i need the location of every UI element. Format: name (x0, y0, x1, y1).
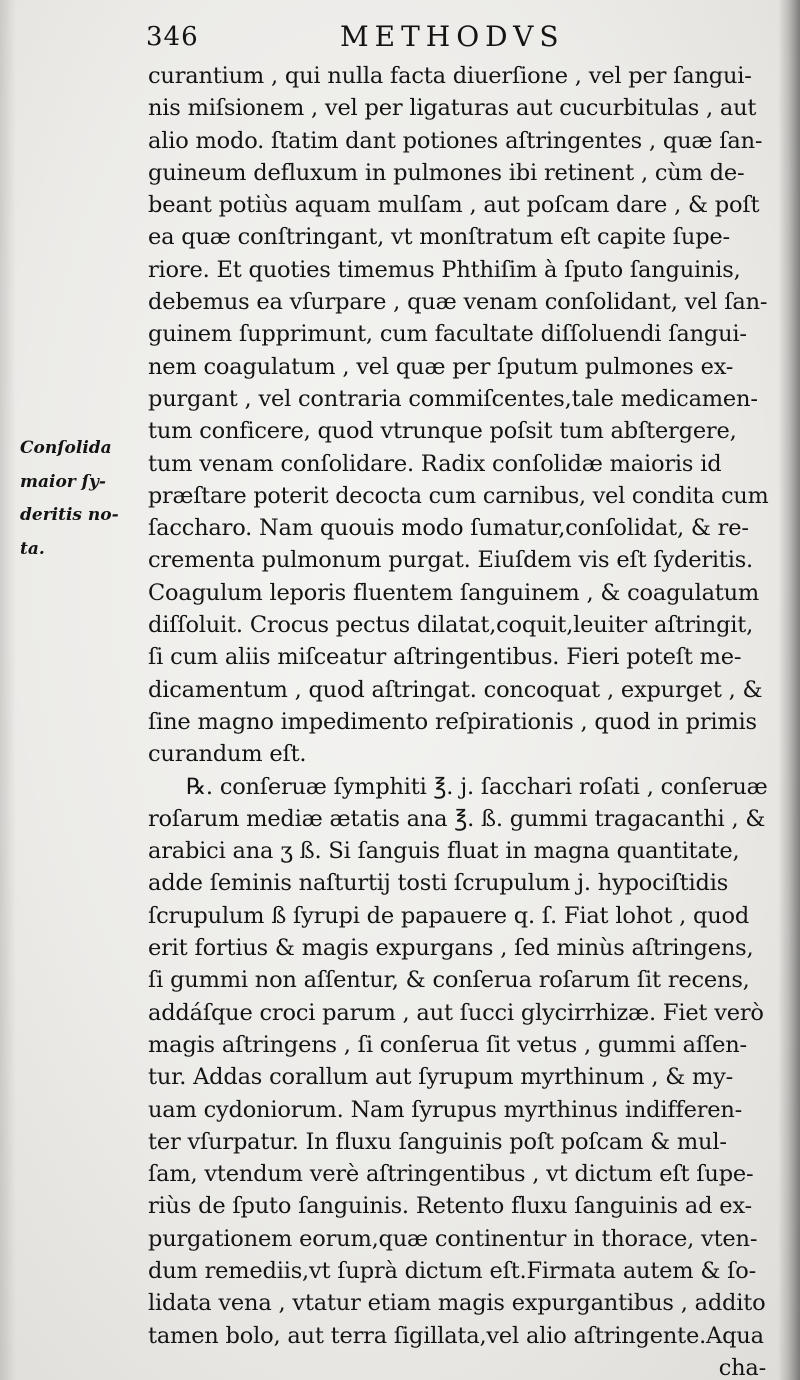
text-line: guineum defluxum in pulmones ibi retinent , cùm de- (148, 159, 745, 186)
text-line: uam cydoniorum. Nam ſyrupus myrthinus indifferen- (148, 1096, 743, 1123)
text-line: nis miſsionem , vel per ligaturas aut cucurbitulas , aut (148, 95, 757, 122)
text-line: tum venam conſolidare. Radix conſolidæ maioris id (148, 450, 722, 477)
text-line: beant potiùs aquam mulſam , aut poſcam dare , & poſt (148, 192, 760, 219)
text-line: dum remediis,vt ſuprà dictum eſt.Firmata autem & ſo- (148, 1257, 757, 1284)
text-line: debemus ea vſurpare , quæ venam conſolidant, vel ſan- (148, 289, 768, 316)
text-line: crementa pulmonum purgat. Eiuſdem vis eſt ſyderitis. (148, 547, 754, 574)
text-line: curandum eſt. (148, 741, 307, 768)
text-line: adde ſeminis naſturtij tosti ſcrupulum j. hypociſtidis (148, 870, 729, 897)
text-line: ſi cum aliis miſceatur aſtringentibus. Fieri poteſt me- (148, 644, 742, 671)
text-line: tur. Addas corallum aut ſyrupum myrthinum , & my- (148, 1064, 734, 1091)
page-header (0, 16, 800, 56)
text-line: tum conficere, quod vtrunque poſsit tum abſtergere, (148, 418, 737, 445)
margin-note-line: maior ſy- (20, 471, 106, 492)
text-line: ſaccharo. Nam quouis modo ſumatur,conſolidat, & re- (148, 515, 749, 542)
page-left-shadow (0, 0, 16, 1380)
margin-note-line: ta. (20, 538, 45, 559)
running-head: METHODVS (340, 20, 565, 53)
text-line: purgationem eorum,quæ continentur in thorace, vten- (148, 1225, 758, 1252)
margin-note-line: Conſolida (20, 438, 112, 458)
text-line: curantium , qui nulla facta diuerſione , vel per ſangui- (148, 63, 752, 89)
text-line: erit fortius & magis expurgans , ſed minùs aſtringens, (148, 935, 754, 962)
margin-note-line: deritis no- (20, 505, 119, 525)
text-line: lidata vena , vtatur etiam magis expurgantibus , addito (148, 1290, 766, 1317)
text-line: ſcrupulum ß ſyrupi de papauere q. ſ. Fiat lohot , quod (148, 902, 750, 929)
text-line: ter vſurpatur. In fluxu ſanguinis poſt poſcam & mul- (148, 1128, 727, 1155)
text-line: dicamentum , quod aſtringat. concoquat , expurget , & (148, 676, 763, 703)
text-line: alio modo. ſtatim dant potiones aſtringentes , quæ ſan- (148, 127, 763, 154)
page-right-shadow (778, 0, 800, 1380)
text-line: ſam, vtendum verè aſtringentibus , vt dictum eſt ſupe- (148, 1161, 754, 1188)
body-text (148, 60, 768, 1380)
text-line: nem coagulatum , vel quæ per ſputum pulmones ex- (148, 353, 734, 380)
page-number: 346 (146, 22, 199, 52)
margin-note (20, 432, 150, 566)
text-line: purgant , vel contraria commiſcentes,tale medicamen- (148, 385, 758, 412)
text-line: tamen bolo, aut terra ſigillata,vel alio aſtringente.Aqua (148, 1322, 764, 1349)
text-line: roſarum mediæ ætatis ana ℥. ß. gummi tragacanthi , & (148, 805, 766, 832)
text-line: arabici ana ʒ ß. Si ſanguis fluat in magna quantitate, (148, 838, 740, 865)
catchword: cha- (718, 1354, 766, 1380)
recipe-line: ℞. conſeruæ ſymphiti ℥. j. ſacchari roſati , conſeruæ (186, 773, 768, 800)
text-line: guinem ſupprimunt, cum facultate diſſoluendi ſangui- (148, 321, 747, 348)
text-line: riore. Et quoties timemus Phthiſim à ſputo ſanguinis, (148, 256, 741, 283)
text-line: Coagulum leporis fluentem ſanguinem , & coagulatum (148, 579, 760, 606)
text-line: riùs de ſputo ſanguinis. Retento fluxu ſanguinis ad ex- (148, 1193, 752, 1220)
text-line: præſtare poterit decocta cum carnibus, vel condita cum (148, 482, 769, 509)
text-line: magis aſtringens , ſi conſerua ſit vetus , gummi aſſen- (148, 1031, 747, 1058)
text-line: ſi gummi non aſſentur, & conſerua roſarum ſit recens, (148, 967, 750, 994)
text-line: ſine magno impedimento reſpirationis , quod in primis (148, 708, 757, 735)
text-line: ea quæ conſtringant, vt monſtratum eſt capite ſupe- (148, 224, 730, 251)
text-line: addáſque croci parum , aut ſucci glycirrhizæ. Fiet verò (148, 999, 764, 1026)
text-line: diſſoluit. Crocus pectus dilatat,coquit,leuiter aſtringit, (148, 612, 754, 639)
